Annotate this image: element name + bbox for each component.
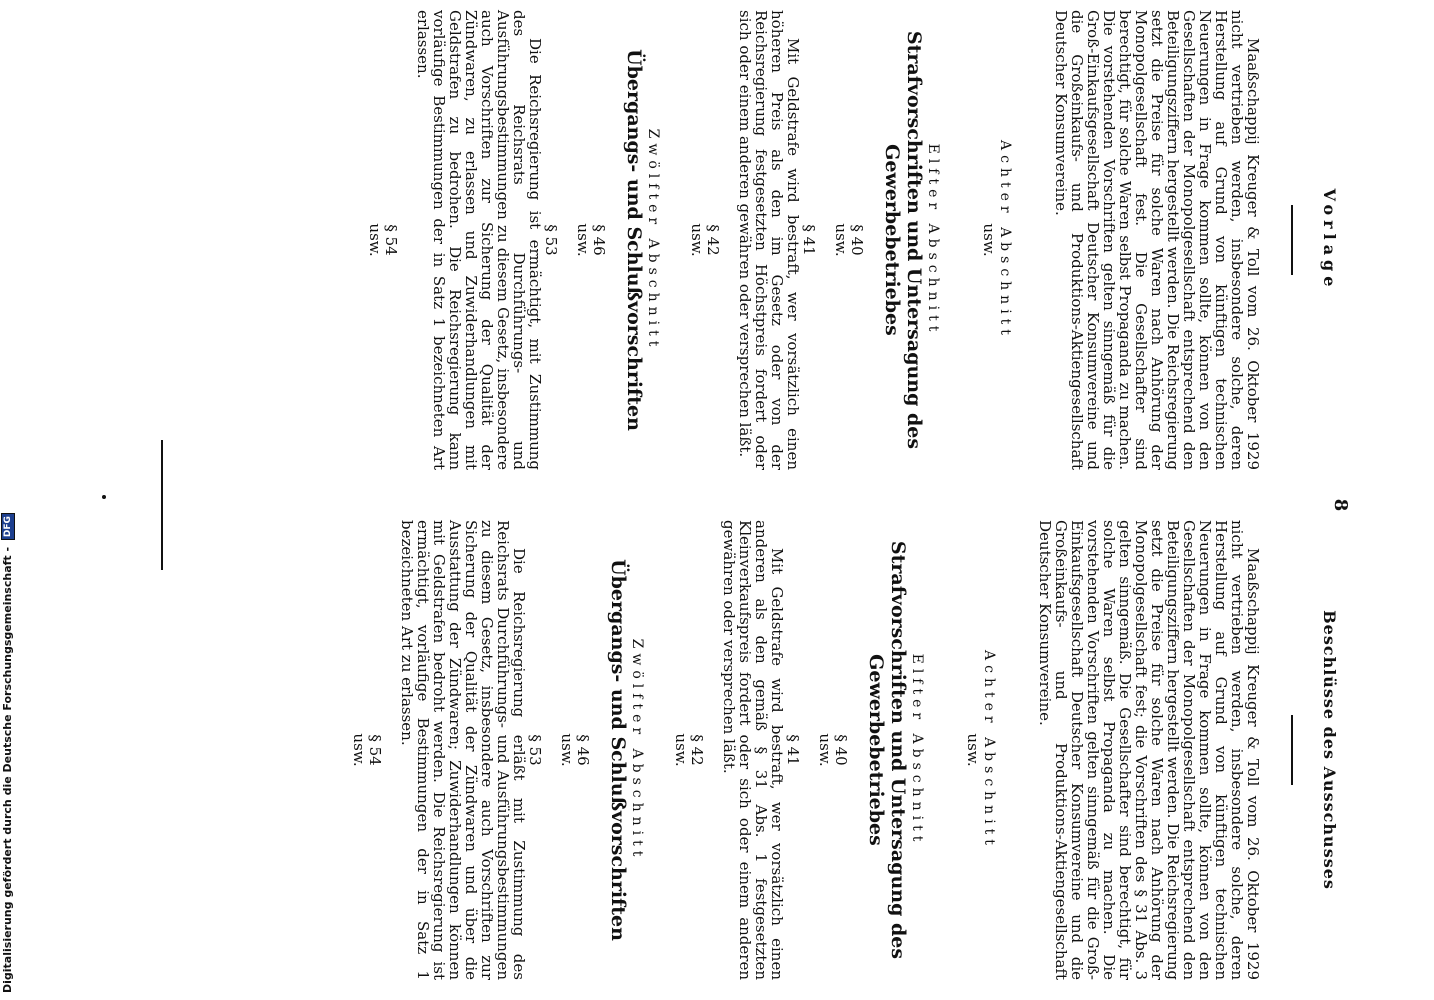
heading-rule-right	[1291, 715, 1293, 785]
left-par-40-usw: usw.	[832, 223, 850, 257]
right-par-53-text: Die Reichsregierung erläßt mit Zustimmung des Reichsrats Durchführungs- und Ausführungsbestimmungen zu diesem Gesetz, insbesondere auch Vorschriften zur Sicherung der Qualität der Zündwaren und über die Ausstattung der Zündwaren; Zuwiderhandlungen können mit Geldstrafen bedroht werden. Die Reichsregierung ist ermächtigt, vorläufige Bestimmungen der in Satz 1 bezeichneten Art zu erlassen.	[398, 520, 528, 980]
left-elfter-label: Elfter Abschnitt	[925, 143, 941, 337]
right-achter-label: Achter Abschnitt	[981, 650, 997, 850]
right-elfter-label: Elfter Abschnitt	[909, 653, 925, 847]
document-page	[231, 0, 1391, 1000]
left-achter-usw: usw.	[980, 223, 998, 257]
left-elfter-title: Strafvorschriften und Untersagung des Gewerbebetriebes	[881, 30, 925, 450]
right-zwoelfter-title: Übergangs- und Schlußvorschriften	[607, 559, 629, 941]
ink-dot	[102, 495, 106, 499]
bottom-rule	[161, 440, 163, 570]
right-par-40: § 40	[832, 734, 850, 766]
left-achter-label: Achter Abschnitt	[997, 140, 1013, 340]
left-par-54: § 54	[382, 224, 400, 256]
right-achter-usw: usw.	[964, 733, 982, 767]
right-column	[351, 520, 1261, 980]
left-zwoelfter-title: Übergangs- und Schlußvorschriften	[623, 49, 645, 431]
right-zwoelfter-label: Zwölfter Abschnitt	[629, 638, 645, 862]
left-par-53-text: Die Reichsregierung ist ermächtigt, mit Zustimmung des Reichsrats Durchführungs- und Ausführungsbestimmungen zu diesem Gesetz, insbesondere auch Vorschriften zur Sicherung der Qualität der Zündwaren, zu erlassen und Zuwiderhandlungen mit Geldstrafen zu bedrohen. Die Reichsregierung kann vorläufige Bestimmungen der in Satz 1 bezeichneten Art erlassen.	[414, 10, 544, 470]
page-number: 8	[1330, 498, 1351, 512]
left-par-53: § 53	[542, 224, 560, 256]
right-par-42-usw: usw.	[672, 733, 690, 767]
right-heading: Beschlüsse des Ausschusses	[1320, 610, 1339, 890]
right-par-54: § 54	[366, 734, 384, 766]
right-par-40-usw: usw.	[816, 733, 834, 767]
right-par-54-usw: usw.	[350, 733, 368, 767]
right-intro: Maaßschappij Kreuger & Toll vom 26. Oktober 1929 nicht vertrieben werden, insbesondere solche, deren Herstellung auf Grund von künftigen technischen Neuerungen in Frage kommen sollte, können von den Gesellschaften der Monopolgesellschaft entsprechend den Beteiligungsziffern hergestellt werden. Die Reichsregierung setzt die Preise für solche Waren nach Anhörung der Monopolgesellschaft fest; die Vorschriften des § 31 Abs. 3 gelten sinngemäß. Die Gesellschafter sind berechtigt, für solche Waren selbst Propaganda zu machen. Die vorstehenden Vorschriften gelten sinngemäß für die Groß-Einkaufsgesellschaft Deutscher Konsumvereine und die Großeinkaufs- und Produktions-Aktiengesellschaft Deutscher Konsumvereine.	[1036, 520, 1262, 980]
left-intro: Maaßschappij Kreuger & Toll vom 26. Oktober 1929 nicht vertrieben werden, insbesondere solche, deren Herstellung auf Grund von künftigen technischen Neuerungen in Frage kommen sollte, können von den Gesellschaften der Monopolgesellschaft entsprechend den Beteiligungsziffern hergestellt werden. Die Reichsregierung setzt die Preise für solche Waren nach Anhörung der Monopolgesellschaft fest. Die Gesellschafter sind berechtigt, für solche Waren selbst Propaganda zu machen. Die vorstehenden Vorschriften gelten sinngemäß für die Groß-Einkaufsgesellschaft Deutscher Konsumvereine und die Großeinkaufs- und Produktions-Aktiengesellschaft Deutscher Konsumvereine.	[1052, 10, 1262, 470]
left-column	[367, 10, 1261, 470]
left-par-46: § 46	[590, 224, 608, 256]
credit-text: Digitalisierung gefördert durch die Deutsche Forschungsgemeinschaft -	[1, 546, 14, 993]
right-elfter-title: Strafvorschriften und Untersagung des Gewerbebetriebes	[865, 540, 909, 960]
left-par-46-usw: usw.	[574, 223, 592, 257]
left-par-41-text: Mit Geldstrafe wird bestraft, wer vorsätzlich einen höheren Preis als den im Gesetz oder von der Reichsregierung festgesetzten Höchstpreis fordert oder sich oder einem anderen gewähren oder versprechen läßt.	[736, 10, 802, 470]
right-par-41: § 41	[784, 734, 802, 766]
left-zwoelfter-label: Zwölfter Abschnitt	[645, 128, 661, 352]
right-par-46-usw: usw.	[558, 733, 576, 767]
left-par-54-usw: usw.	[366, 223, 384, 257]
right-par-53: § 53	[526, 734, 544, 766]
dfg-logo: DFG	[1, 513, 15, 540]
heading-rule-left	[1291, 205, 1293, 275]
right-par-46: § 46	[574, 734, 592, 766]
left-par-42: § 42	[704, 224, 722, 256]
right-par-42: § 42	[688, 734, 706, 766]
left-par-40: § 40	[848, 224, 866, 256]
left-par-41: § 41	[800, 224, 818, 256]
left-heading: Vorlage	[1320, 188, 1339, 292]
right-par-41-text: Mit Geldstrafe wird bestraft, wer vorsätzlich einen anderen als den gemäß § 31 Abs. 1 festgesetzten Kleinverkaufspreis fordert oder sich oder einem anderen gewähren oder versprechen läßt.	[720, 520, 786, 980]
left-par-42-usw: usw.	[688, 223, 706, 257]
